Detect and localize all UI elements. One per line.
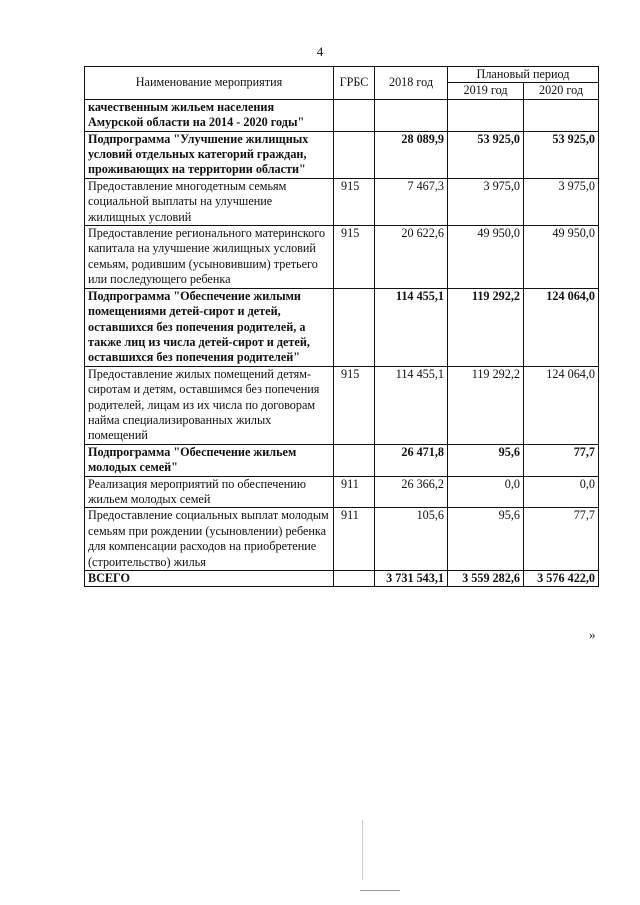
row-2020 xyxy=(524,99,599,131)
row-2018: 20 622,6 xyxy=(375,226,448,289)
row-name: Предоставление социальных выплат молодым семьям при рождении (усыновлении) ребенка для компенсации расходов на приобретение (строительство) жилья xyxy=(85,508,334,571)
row-2019: 95,6 xyxy=(448,444,524,476)
row-2020: 0,0 xyxy=(524,476,599,508)
header-2018: 2018 год xyxy=(375,67,448,100)
header-2019: 2019 год xyxy=(448,83,524,99)
row-name: качественным жильем населения Амурской области на 2014 - 2020 годы" xyxy=(85,99,334,131)
row-grbs: 915 xyxy=(334,366,375,444)
row-2018: 114 455,1 xyxy=(375,366,448,444)
row-2019: 119 292,2 xyxy=(448,288,524,366)
row-name: Реализация мероприятий по обеспечению жильем молодых семей xyxy=(85,476,334,508)
row-2020: 77,7 xyxy=(524,508,599,571)
row-2019: 53 925,0 xyxy=(448,131,524,178)
row-grbs xyxy=(334,99,375,131)
table-row xyxy=(85,508,599,571)
table-row xyxy=(85,226,599,289)
row-grbs xyxy=(334,288,375,366)
row-2020: 3 975,0 xyxy=(524,178,599,225)
row-name: Подпрограмма "Обеспечение жилыми помещениями детей-сирот и детей, оставшихся без попечения родителей, а также лиц из числа детей-сирот и детей, оставшихся без попечения родителей" xyxy=(85,288,334,366)
closing-quote: » xyxy=(589,627,596,642)
row-2019: 0,0 xyxy=(448,476,524,508)
row-name: Подпрограмма "Улучшение жилищных условий отдельных категорий граждан, проживающих на территории области" xyxy=(85,131,334,178)
row-2020: 53 925,0 xyxy=(524,131,599,178)
row-2019: 3 559 282,6 xyxy=(448,571,524,587)
page-number: 4 xyxy=(316,44,324,59)
table-row xyxy=(85,178,599,225)
row-2018 xyxy=(375,99,448,131)
row-2020: 3 576 422,0 xyxy=(524,571,599,587)
row-2018: 3 731 543,1 xyxy=(375,571,448,587)
row-2018: 26 471,8 xyxy=(375,444,448,476)
row-2018: 7 467,3 xyxy=(375,178,448,225)
row-name: Предоставление регионального материнского капитала на улучшение жилищных условий семьям, родившим (усыновившим) третьего или последующего ребенка xyxy=(85,226,334,289)
table-body xyxy=(85,99,599,587)
row-name: Подпрограмма "Обеспечение жильем молодых семей" xyxy=(85,444,334,476)
row-2020: 124 064,0 xyxy=(524,366,599,444)
row-name: ВСЕГО xyxy=(85,571,334,587)
header-2020: 2020 год xyxy=(524,83,599,99)
row-grbs xyxy=(334,444,375,476)
row-2019: 49 950,0 xyxy=(448,226,524,289)
table-row xyxy=(85,444,599,476)
table-row xyxy=(85,476,599,508)
table-row xyxy=(85,99,599,131)
table-row xyxy=(85,288,599,366)
scan-mark-bottom xyxy=(360,890,400,891)
row-grbs: 915 xyxy=(334,226,375,289)
row-2018: 105,6 xyxy=(375,508,448,571)
row-2019: 119 292,2 xyxy=(448,366,524,444)
header-plan-period: Плановый период xyxy=(448,67,599,83)
table-row xyxy=(85,131,599,178)
row-grbs xyxy=(334,571,375,587)
row-grbs: 915 xyxy=(334,178,375,225)
row-2020: 77,7 xyxy=(524,444,599,476)
table-row xyxy=(85,366,599,444)
header-grbs: ГРБС xyxy=(334,67,375,100)
row-grbs: 911 xyxy=(334,476,375,508)
row-2018: 26 366,2 xyxy=(375,476,448,508)
row-2020: 124 064,0 xyxy=(524,288,599,366)
row-2019: 3 975,0 xyxy=(448,178,524,225)
row-grbs: 911 xyxy=(334,508,375,571)
budget-table xyxy=(84,66,599,587)
row-2020: 49 950,0 xyxy=(524,226,599,289)
row-2018: 28 089,9 xyxy=(375,131,448,178)
row-name: Предоставление многодетным семьям социальной выплаты на улучшение жилищных условий xyxy=(85,178,334,225)
row-2018: 114 455,1 xyxy=(375,288,448,366)
row-name: Предоставление жилых помещений детям-сиротам и детям, оставшимся без попечения родителей, лицам из их числа по договорам найма специализированных жилых помещений xyxy=(85,366,334,444)
row-2019 xyxy=(448,99,524,131)
row-grbs xyxy=(334,131,375,178)
table-row xyxy=(85,571,599,587)
row-2019: 95,6 xyxy=(448,508,524,571)
header-name: Наименование мероприятия xyxy=(85,67,334,100)
scan-mark xyxy=(362,820,363,880)
